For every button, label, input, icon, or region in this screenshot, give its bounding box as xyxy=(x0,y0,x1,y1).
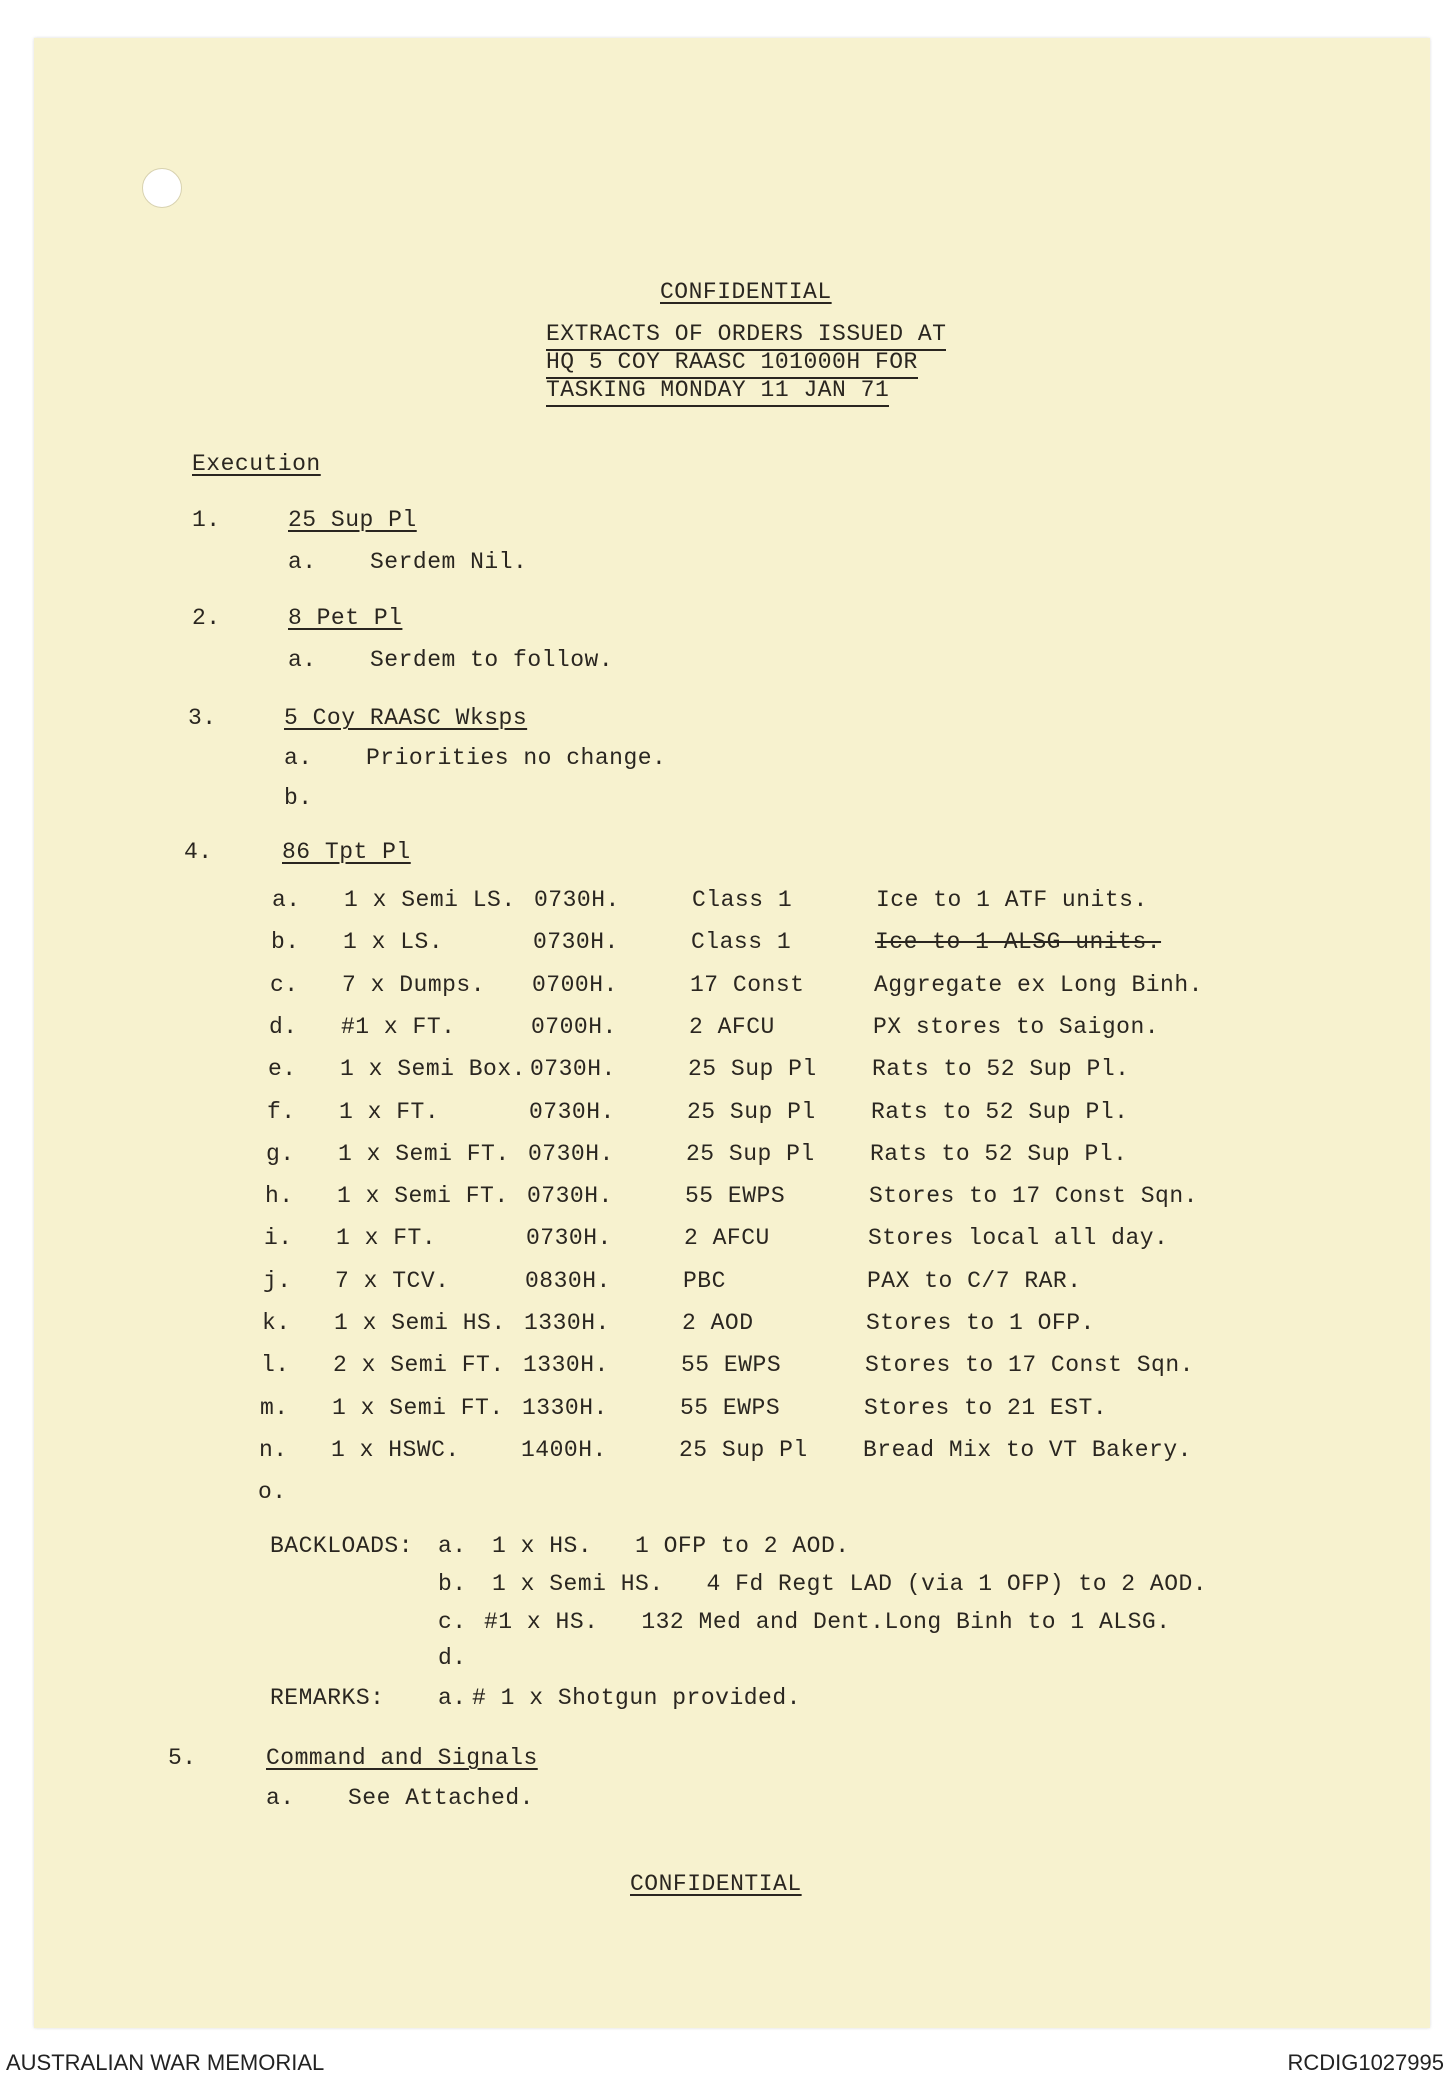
section-number: 2. xyxy=(192,605,221,631)
document-page xyxy=(34,38,1430,2028)
task-time: 0830H. xyxy=(525,1267,611,1294)
task-letter: h. xyxy=(265,1183,294,1210)
section-number: 4. xyxy=(184,839,213,865)
task-time: 0730H. xyxy=(533,929,619,956)
title-line-1: EXTRACTS OF ORDERS ISSUED AT xyxy=(546,320,946,351)
section-number: 3. xyxy=(188,705,217,731)
remarks-label: REMARKS: xyxy=(270,1685,385,1711)
task-time: 1400H. xyxy=(521,1436,607,1463)
archive-name: AUSTRALIAN WAR MEMORIAL xyxy=(6,2050,325,2075)
task-task: PX stores to Saigon. xyxy=(873,1013,1160,1040)
backload-text: 1 x HS. 1 OFP to 2 AOD. xyxy=(492,1533,850,1559)
task-vehicle: 7 x Dumps. xyxy=(342,971,486,998)
task-unit: 25 Sup Pl xyxy=(688,1056,817,1083)
task-vehicle: 1 x HSWC. xyxy=(331,1436,460,1463)
task-vehicle: 1 x Semi HS. xyxy=(334,1310,506,1336)
backload-letter: d. xyxy=(438,1645,467,1671)
task-vehicle: 1 x FT. xyxy=(336,1225,437,1252)
task-letter: i. xyxy=(264,1225,293,1252)
task-task: Ice to 1 ALSG units. xyxy=(875,929,1162,956)
section-number: 5. xyxy=(168,1745,197,1771)
punch-hole xyxy=(142,168,182,208)
execution-heading: Execution xyxy=(192,451,321,477)
task-task: PAX to C/7 RAR. xyxy=(867,1267,1082,1294)
task-letter: c. xyxy=(270,971,299,998)
task-letter: d. xyxy=(269,1013,298,1040)
task-unit: 25 Sup Pl xyxy=(679,1436,808,1463)
task-vehicle: 1 x Semi FT. xyxy=(338,1140,510,1167)
task-letter: b. xyxy=(271,929,300,956)
item-text: Serdem Nil. xyxy=(370,549,528,575)
task-time: 0730H. xyxy=(527,1183,613,1210)
task-vehicle: 1 x LS. xyxy=(343,929,444,956)
classification-bottom: CONFIDENTIAL xyxy=(630,1871,802,1897)
task-task: Stores local all day. xyxy=(868,1225,1169,1252)
remark-letter: a. xyxy=(438,1685,467,1711)
task-letter: l. xyxy=(261,1352,290,1379)
task-unit: PBC xyxy=(683,1267,726,1294)
task-vehicle: #1 x FT. xyxy=(341,1013,456,1040)
task-letter: e. xyxy=(268,1056,297,1083)
record-id: RCDIG1027995 xyxy=(1287,2050,1444,2075)
task-vehicle: 2 x Semi FT. xyxy=(333,1352,505,1379)
task-task: Stores to 17 Const Sqn. xyxy=(865,1352,1194,1379)
section-title: 25 Sup Pl xyxy=(288,507,417,533)
task-task: Stores to 21 EST. xyxy=(864,1394,1108,1421)
item-text: Serdem to follow. xyxy=(370,647,614,673)
item-letter: b. xyxy=(284,785,313,811)
task-task: Ice to 1 ATF units. xyxy=(876,887,1148,913)
task-unit: 2 AOD xyxy=(682,1310,754,1336)
task-letter: m. xyxy=(260,1394,289,1421)
task-vehicle: 1 x Semi FT. xyxy=(332,1394,504,1421)
task-time: 0700H. xyxy=(532,971,618,998)
backload-letter: b. xyxy=(438,1571,467,1597)
section-title: 8 Pet Pl xyxy=(288,605,403,631)
classification-top: CONFIDENTIAL xyxy=(660,279,832,305)
item-text: Priorities no change. xyxy=(366,745,667,771)
item-text: See Attached. xyxy=(348,1785,534,1811)
item-letter: a. xyxy=(288,549,317,575)
task-vehicle: 1 x Semi Box. xyxy=(340,1056,526,1083)
task-unit: 55 EWPS xyxy=(685,1183,786,1210)
task-task: Rats to 52 Sup Pl. xyxy=(871,1098,1129,1125)
task-unit: Class 1 xyxy=(692,887,793,913)
task-task: Bread Mix to VT Bakery. xyxy=(863,1436,1192,1463)
task-letter: j. xyxy=(263,1267,292,1294)
task-letter: n. xyxy=(259,1436,288,1463)
title-line-2: HQ 5 COY RAASC 101000H FOR xyxy=(546,348,918,379)
item-letter: a. xyxy=(288,647,317,673)
backload-text: 1 x Semi HS. 4 Fd Regt LAD (via 1 OFP) to 2 AOD. xyxy=(492,1571,1208,1597)
task-vehicle: 7 x TCV. xyxy=(335,1267,450,1294)
task-unit: 2 AFCU xyxy=(684,1225,770,1252)
task-time: 1330H. xyxy=(523,1352,609,1379)
task-time: 0730H. xyxy=(529,1098,615,1125)
task-task: Rats to 52 Sup Pl. xyxy=(872,1056,1130,1083)
section-title: Command and Signals xyxy=(266,1745,538,1771)
title-line-3: TASKING MONDAY 11 JAN 71 xyxy=(546,376,889,407)
item-letter: a. xyxy=(284,745,313,771)
task-time: 0730H. xyxy=(530,1056,616,1083)
backload-letter: c. xyxy=(438,1609,467,1635)
task-time: 0730H. xyxy=(526,1225,612,1252)
task-time: 0700H. xyxy=(531,1013,617,1040)
task-task: Stores to 1 OFP. xyxy=(866,1310,1095,1336)
task-task: Aggregate ex Long Binh. xyxy=(874,971,1203,998)
task-vehicle: 1 x Semi FT. xyxy=(337,1183,509,1210)
task-vehicle: 1 x FT. xyxy=(339,1098,440,1125)
remark-text: # 1 x Shotgun provided. xyxy=(472,1685,801,1711)
task-unit: 55 EWPS xyxy=(681,1352,782,1379)
task-time: 0730H. xyxy=(534,887,620,913)
task-letter: f. xyxy=(267,1098,296,1125)
task-time: 1330H. xyxy=(522,1394,608,1421)
task-unit: Class 1 xyxy=(691,929,792,956)
task-unit: 25 Sup Pl xyxy=(687,1098,816,1125)
section-title: 86 Tpt Pl xyxy=(282,839,411,865)
task-letter: a. xyxy=(272,887,301,913)
task-time: 1330H. xyxy=(524,1310,610,1336)
section-title: 5 Coy RAASC Wksps xyxy=(284,705,528,731)
task-time: 0730H. xyxy=(528,1140,614,1167)
task-unit: 17 Const xyxy=(690,971,805,998)
task-unit: 2 AFCU xyxy=(689,1013,775,1040)
backloads-label: BACKLOADS: xyxy=(270,1533,414,1559)
backload-text: #1 x HS. 132 Med and Dent.Long Binh to 1 ALSG. xyxy=(484,1609,1171,1635)
task-vehicle: 1 x Semi LS. xyxy=(344,887,516,913)
task-letter: k. xyxy=(262,1310,291,1336)
task-task: Stores to 17 Const Sqn. xyxy=(869,1183,1198,1210)
item-letter: a. xyxy=(266,1785,295,1811)
task-letter: o. xyxy=(258,1479,287,1506)
task-unit: 55 EWPS xyxy=(680,1394,781,1421)
task-letter: g. xyxy=(266,1140,295,1167)
task-task: Rats to 52 Sup Pl. xyxy=(870,1140,1128,1167)
task-unit: 25 Sup Pl xyxy=(686,1140,815,1167)
backload-letter: a. xyxy=(438,1533,467,1559)
section-number: 1. xyxy=(192,507,221,533)
